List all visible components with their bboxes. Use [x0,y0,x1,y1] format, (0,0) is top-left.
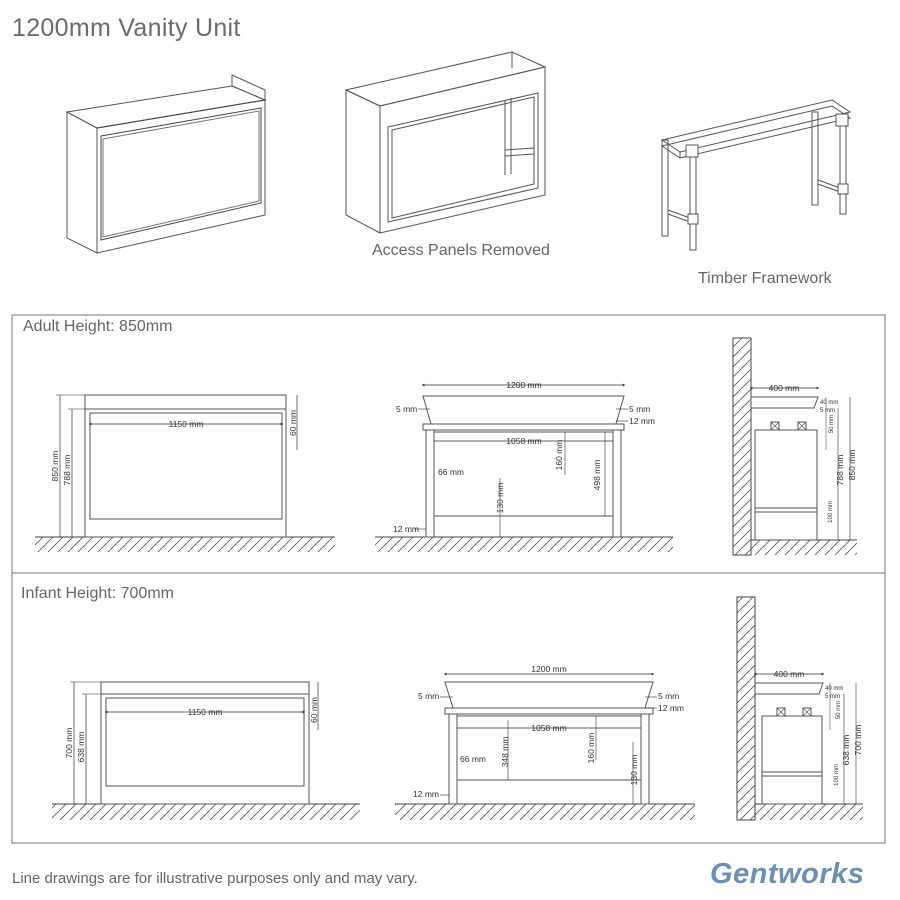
adult-side-total-height-label: 850 mm [847,449,857,481]
infant-open-view [395,674,695,820]
infant-side-total-height-label: 700 mm [853,724,863,756]
adult-open-topgap-label: 5 mm [396,404,418,414]
iso-panels-removed [346,52,545,233]
adult-open-foot-label: 12 mm [393,524,419,534]
infant-open-foot-label: 12 mm [413,789,439,799]
infant-front-top-label: 60 mm [309,697,319,723]
caption-timber-framework: Timber Framework [698,270,832,287]
infant-open-inner-width-label: 1058 mm [531,723,567,733]
infant-side-depth-label: 400 mm [773,669,805,679]
section-label-infant: Infant Height: 700mm [21,585,174,602]
adult-side-b-label: 5 mm [820,408,835,414]
iso-timber-framework [662,100,850,250]
infant-side-a-label: 40 mm [825,686,844,692]
adult-side-view [733,338,857,555]
infant-open-topgap-label: 5 mm [418,691,440,701]
caption-access-panels: Access Panels Removed [372,242,550,259]
adult-front-width-label: 1150 mm [168,419,204,429]
infant-open-lower-label: 130 mm [629,754,639,786]
section-label-adult: Adult Height: 850mm [23,318,173,335]
adult-open-width-label: 1200 mm [506,380,542,390]
adult-side-d-label: 100 mm [828,501,834,523]
infant-front-width-label: 1150 mm [187,707,223,717]
infant-open-upper-rail-label: 160 mm [586,732,596,764]
adult-open-side-offset-label: 66 mm [438,467,464,477]
infant-open-inner-height-label: 348 mm [500,736,510,768]
infant-front-total-height-label: 700 mm [64,727,74,759]
infant-front-inner-height-label: 638 mm [76,731,86,763]
adult-frame [12,315,885,573]
adult-side-depth-label: 400 mm [768,383,800,393]
page-title: 1200mm Vanity Unit [12,14,241,42]
adult-front-top-label: 60 mm [288,410,298,436]
adult-open-upper-rail-label: 160 mm [554,439,564,471]
adult-open-inner-width-label: 1058 mm [506,436,542,446]
adult-open-inner-height-label: 498 mm [592,459,602,491]
adult-side-a-label: 40 mm [820,400,839,406]
adult-open-topgap-right-label: 5 mm [629,404,651,414]
infant-side-view [737,597,863,820]
infant-side-inner-height-label: 638 mm [841,734,851,766]
infant-open-rail-label: 12 mm [658,703,684,713]
adult-open-lower-label: 130 mm [495,482,505,514]
infant-open-topgap-right-label: 5 mm [658,691,680,701]
infant-side-c-label: 50 mm [836,700,842,720]
footer-disclaimer: Line drawings are for illustrative purposes only and may vary. [12,870,418,887]
iso-closed-unit [67,75,265,253]
adult-side-inner-height-label: 788 mm [835,454,845,486]
brand-logo: Gentworks [710,858,865,890]
adult-open-rail-label: 12 mm [629,416,655,426]
adult-front-inner-height-label: 788 mm [62,454,72,486]
infant-side-b-label: 5 mm [825,694,840,700]
adult-side-c-label: 50 mm [829,414,835,434]
infant-side-d-label: 100 mm [834,764,840,786]
infant-open-side-offset-label: 66 mm [460,754,486,764]
adult-front-total-height-label: 850 mm [50,450,60,482]
infant-open-width-label: 1200 mm [531,664,567,674]
